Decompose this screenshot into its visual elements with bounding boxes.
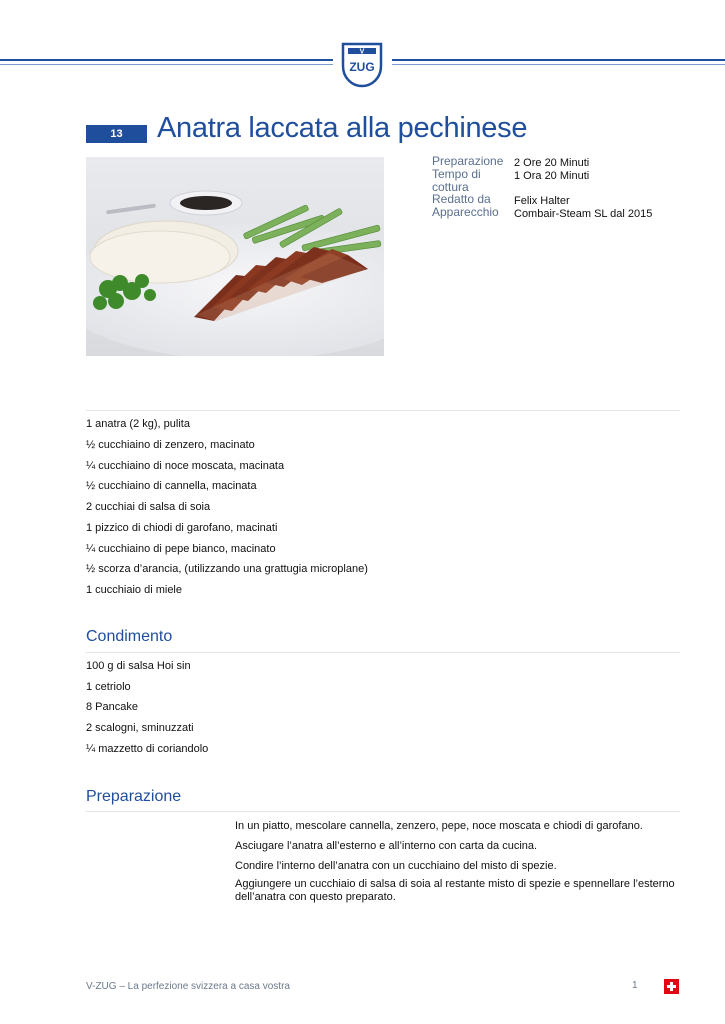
condimento-item: 2 scalogni, sminuzzati xyxy=(86,722,194,734)
header-line-right-thin xyxy=(392,64,725,65)
ingredient-item: 2 cucchiai di salsa di soia xyxy=(86,501,211,513)
svg-text:V: V xyxy=(359,48,365,56)
condimento-item: ¼ mazzetto di coriandolo xyxy=(86,743,209,755)
ingredient-item: 1 anatra (2 kg), pulita xyxy=(86,418,190,430)
condimento-item: 100 g di salsa Hoi sin xyxy=(86,660,191,672)
meta-label-author: Redatto da xyxy=(432,192,491,206)
ingredients-separator xyxy=(86,410,680,411)
header-line-left-thin xyxy=(0,64,333,65)
vzug-logo xyxy=(340,42,384,88)
meta-value-appliance: Combair-Steam SL dal 2015 xyxy=(514,208,653,220)
preparation-step: Asciugare l’anatra all’esterno e all’interno con carta da cucina. xyxy=(235,840,538,852)
preparation-step: In un piatto, mescolare cannella, zenzero, pepe, noce moscata e chiodi di garofano. xyxy=(235,820,643,832)
preparation-step: Aggiungere un cucchiaio di salsa di soia al restante misto di spezie e spennellare l’esterno dell’anatra con questo preparato. xyxy=(235,878,675,903)
condimento-separator xyxy=(86,652,680,653)
ingredient-item: 1 pizzico di chiodi di garofano, macinati xyxy=(86,522,278,534)
meta-label-preparation: Preparazione xyxy=(432,154,504,168)
swiss-flag-icon xyxy=(664,979,679,994)
recipe-photo xyxy=(86,157,384,356)
meta-value-cooking-time: 1 Ora 20 Minuti xyxy=(514,170,590,182)
meta-value-author: Felix Halter xyxy=(514,195,570,207)
condimento-item: 8 Pancake xyxy=(86,701,138,713)
condimento-item: 1 cetriolo xyxy=(86,681,131,693)
meta-label-cooking-time-2: cottura xyxy=(432,180,469,194)
footer-tagline: V-ZUG – La perfezione svizzera a casa vostra xyxy=(86,981,290,992)
meta-value-preparation: 2 Ore 20 Minuti xyxy=(514,157,590,169)
ingredient-item: ½ cucchiaino di cannella, macinata xyxy=(86,480,257,492)
svg-text:ZUG: ZUG xyxy=(349,60,375,74)
condimento-title: Condimento xyxy=(86,628,173,645)
ingredient-item: ½ cucchiaino di zenzero, macinato xyxy=(86,439,255,451)
ingredient-item: ¼ cucchiaino di noce moscata, macinata xyxy=(86,460,285,472)
ingredient-item: ¼ cucchiaino di pepe bianco, macinato xyxy=(86,543,276,555)
recipe-number-badge: 13 xyxy=(86,125,147,143)
ingredient-item: 1 cucchiaio di miele xyxy=(86,584,182,596)
meta-label-cooking-time-1: Tempo di xyxy=(432,167,481,181)
ingredient-item: ½ scorza d’arancia, (utilizzando una grattugia microplane) xyxy=(86,563,368,575)
header-line-left xyxy=(0,59,333,61)
preparazione-separator xyxy=(86,811,680,812)
recipe-title: Anatra laccata alla pechinese xyxy=(157,112,528,144)
preparation-step: Condire l’interno dell’anatra con un cucchiaino del misto di spezie. xyxy=(235,860,557,872)
preparazione-title: Preparazione xyxy=(86,788,182,805)
header-line-right xyxy=(392,59,725,61)
meta-label-appliance: Apparecchio xyxy=(432,205,499,219)
page-number: 1 xyxy=(632,980,638,991)
